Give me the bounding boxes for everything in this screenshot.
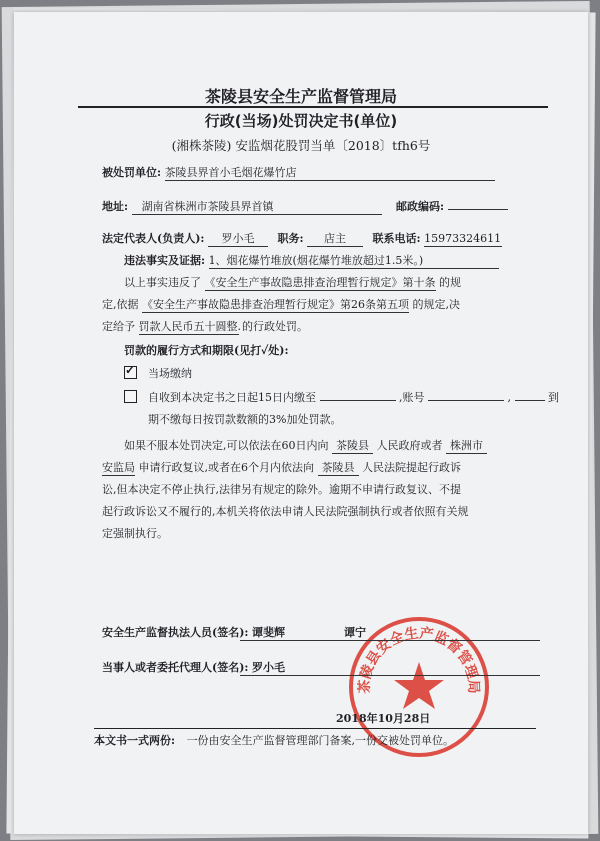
document-number: (湘株茶陵) 安监烟花股罚当单〔2018〕tfh6号 [171, 138, 431, 153]
payment-heading: 罚款的履行方式和期限(见打✓处): [124, 344, 289, 357]
option-onsite-checkbox[interactable] [124, 363, 137, 379]
appeal-line-1 [124, 437, 487, 454]
violation-row [124, 274, 461, 291]
officer-signature-line [240, 640, 540, 641]
option-bank-text-d: 到 [548, 391, 559, 404]
option-bank-text-c: , [507, 391, 511, 404]
seal-star-icon [394, 662, 444, 709]
appeal-line-2 [102, 459, 461, 476]
option-bank-text-a: 自收到本决定书之日起15日内缴至 [148, 391, 316, 404]
phone-label: 联系电话: [372, 232, 421, 245]
party-signature-line [240, 675, 540, 676]
phone-value: 15973324611 [424, 232, 502, 245]
violation-prefix: 以上事实违反了 [124, 276, 201, 289]
address-label: 地址: [102, 200, 129, 213]
unit-value: 茶陵县界首小毛烟花爆竹店 [165, 166, 495, 181]
basis-suffix: 的规定,决 [412, 298, 460, 311]
check-mark-icon: ✓ [125, 363, 136, 377]
party-label: 当事人或者委托代理人(签名): [102, 661, 249, 674]
violation-suffix: 的规 [439, 276, 461, 289]
appeal-line-4: 起行政诉讼又不履行的,本机关将依法申请人民法院强制执行或者依照有关规 [102, 505, 469, 518]
facts-row [124, 252, 499, 269]
party-signature: 罗小毛 [252, 661, 285, 674]
officer-signature-1: 谭斐辉 [252, 626, 285, 639]
appeal-line-3: 讼,但本决定不停止执行,法律另有规定的除外。逾期不申请行政复议、不提 [102, 483, 461, 496]
document-title: 行政(当场)处罚决定书(单位) [204, 112, 398, 130]
bank-name-blank [320, 400, 396, 401]
footer-text: 一份由安全生产监督管理部门备案,一份交被处罚单位。 [186, 734, 455, 747]
appeal-line-5: 定强制执行。 [102, 527, 168, 540]
penalty-value: 罚款人民币五十圆整. [138, 320, 241, 333]
option-onsite-label: 当场缴纳 [148, 367, 192, 380]
agency-name: 茶陵县安全生产监督管理局 [204, 87, 397, 106]
representative-label: 法定代表人(负责人): [102, 232, 205, 245]
officer-label: 安全生产监督执法人员(签名): [102, 626, 249, 639]
appeal-court: 茶陵县 [318, 461, 359, 476]
appeal-text-2b: 人民法院提起行政诉 [362, 461, 461, 474]
violation-value: 《安全生产事故隐患排查治理暂行规定》第十条 [204, 276, 436, 289]
footer-label: 本文书一式两份: [94, 734, 176, 747]
appeal-bureau-1: 株洲市 [446, 439, 487, 454]
appeal-bureau-2: 安监局 [102, 461, 135, 474]
appeal-government: 茶陵县 [332, 439, 373, 454]
address-row [102, 198, 382, 215]
seal-text: 茶陵县安全生产监督管理局 [356, 625, 482, 694]
facts-value: 1、烟花爆竹堆放(烟花爆竹堆放超过1.5米。) [209, 254, 499, 269]
postcode-label: 邮政编码: [396, 200, 445, 213]
footer-note [94, 732, 454, 748]
appeal-text-2a: 申请行政复议,或者在6个月内依法向 [138, 461, 314, 474]
issue-date: 2018年10月28日 [336, 712, 431, 725]
extra-blank [515, 400, 545, 401]
penalty-document [14, 12, 588, 834]
penalty-suffix: 的行政处罚。 [242, 320, 308, 333]
option-bank-text-b: ,账号 [399, 391, 425, 404]
position-label: 职务: [277, 232, 304, 245]
appeal-text-1a: 如果不服本处罚决定,可以依法在60日内向 [124, 439, 329, 452]
representative-value: 罗小毛 [208, 232, 268, 247]
position-value: 店主 [307, 232, 363, 247]
unit-label: 被处罚单位: [102, 166, 162, 179]
overdue-note: 期不缴每日按罚款数额的3%加处罚款。 [148, 413, 342, 426]
unit-row [102, 164, 495, 181]
postcode-row [396, 198, 508, 214]
basis-row [102, 296, 460, 313]
header-rule [78, 106, 548, 108]
address-value: 湖南省株洲市茶陵县界首镇 [132, 200, 382, 215]
officer-signature-2: 谭宁 [344, 626, 366, 639]
appeal-text-1b: 人民政府或者 [376, 439, 443, 452]
representative-row [102, 230, 502, 247]
footer-rule [94, 728, 536, 729]
facts-label: 违法事实及证据: [124, 254, 206, 267]
option-bank-checkbox[interactable] [124, 390, 137, 403]
option-bank-row [148, 389, 559, 405]
basis-value: 《安全生产事故隐患排查治理暂行规定》第26条第五项 [142, 298, 409, 311]
penalty-row [102, 318, 308, 335]
postcode-value [448, 209, 508, 210]
basis-prefix: 定,依据 [102, 298, 139, 311]
account-blank [428, 400, 504, 401]
penalty-prefix: 定给予 [102, 320, 135, 333]
